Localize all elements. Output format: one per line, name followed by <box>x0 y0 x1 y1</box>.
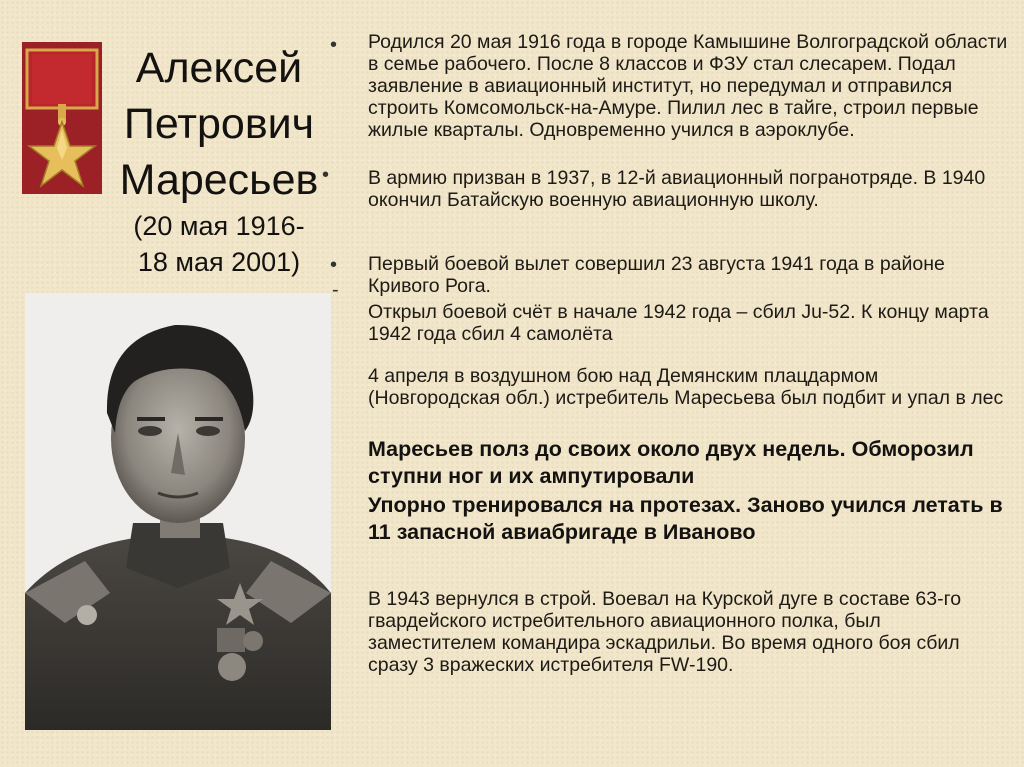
person-name-title <box>108 40 330 280</box>
biography-content <box>322 0 1024 767</box>
bio-paragraph-first-sortie: Первый боевой вылет совершил 23 августа 1941 года в районе Кривого Рога. <box>368 253 945 297</box>
birth-date-line: (20 мая 1916- <box>133 211 305 241</box>
hero-gold-star-medal-icon <box>22 42 102 194</box>
bio-paragraph-shot-down: 4 апреля в воздушном бою над Демянским плацдармом (Новгородская обл.) истребитель Маресьева был подбит и упал в лес <box>368 365 1004 409</box>
bio-paragraph-first-kill: Открыл боевой счёт в начале 1942 года – сбил Ju-52. К концу марта 1942 года сбил 4 самолёта <box>368 301 989 345</box>
bullet-marker: • <box>330 34 338 56</box>
bullet-marker: • <box>322 164 330 186</box>
bio-paragraph-return: В 1943 вернулся в строй. Воевал на Курской дуге в составе 63-го гвардейского истребительного авиационного полка, был заместителем командира эскадрильи. Во время одного боя сбил сразу 3 вражеских истребителя FW-190. <box>368 588 962 676</box>
death-date-line: 18 мая 2001) <box>137 247 301 277</box>
portrait-photo-icon <box>25 293 331 730</box>
bio-paragraph-prosthesis: Упорно тренировался на протезах. Заново учился летать в 11 запасной авиабригаде в Иваново <box>368 493 1003 544</box>
bullet-marker: - <box>332 279 339 301</box>
surname: Маресьев <box>119 156 319 204</box>
bio-paragraph-crawl: Маресьев полз до своих около двух недель. Обморозил ступни ног и их ампутировали <box>368 437 974 488</box>
patronymic: Петрович <box>123 100 315 148</box>
first-name: Алексей <box>135 44 303 92</box>
bullet-marker: • <box>330 254 338 276</box>
bio-paragraph-army: В армию призван в 1937, в 12-й авиационный погранотряде. В 1940 окончил Батайскую военную авиационную школу. <box>368 167 986 211</box>
bio-paragraph-birth: Родился 20 мая 1916 года в городе Камышине Волгоградской области в семье рабочего. После 8 классов и ФЗУ стал слесарем. Подал заявление в авиационный институт, но передумал и отправился строить Комсомольск-на-Амуре. Пилил лес в тайге, строил первые жилые кварталы. Одновременно учился в аэроклубе. <box>368 31 1008 141</box>
